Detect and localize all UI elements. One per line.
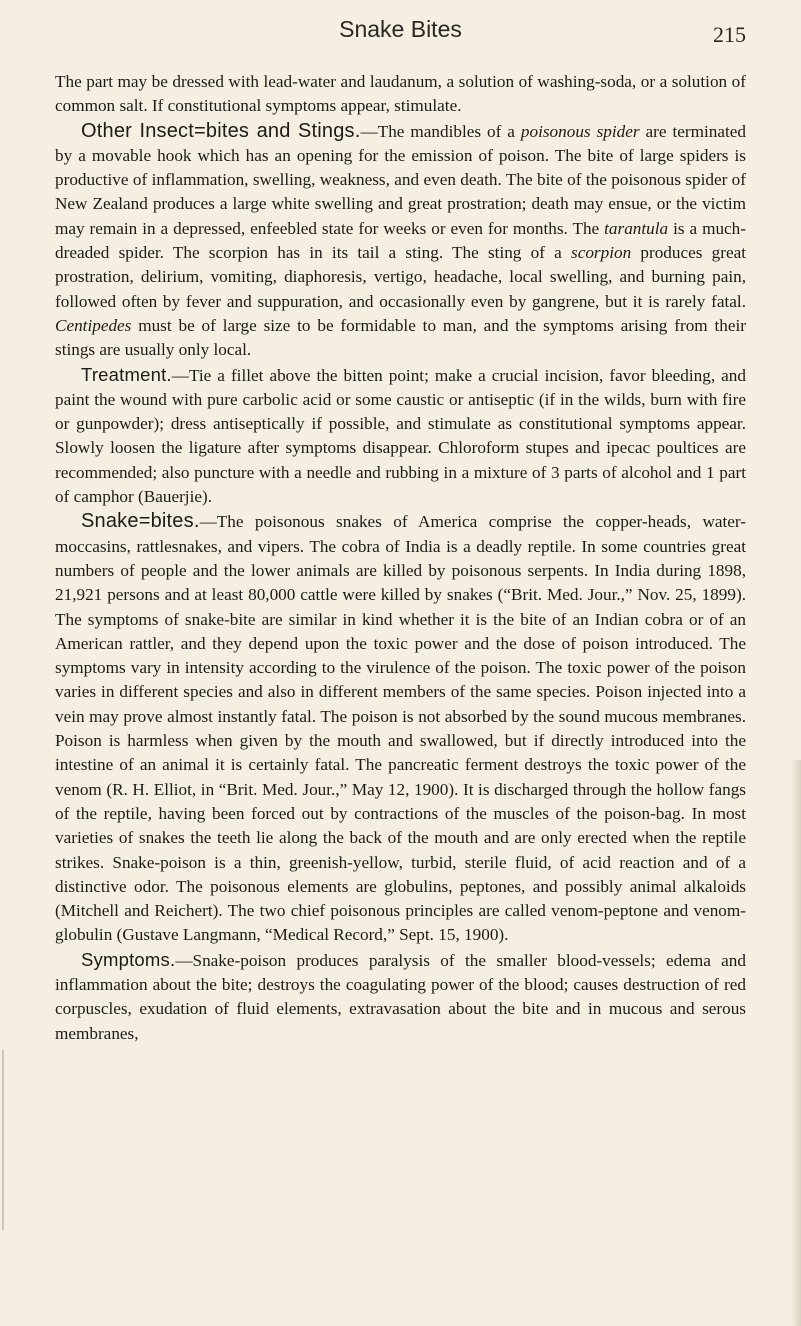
section-heading: Snake=bites.: [81, 510, 200, 533]
section-heading: Other Insect=bites and Stings.: [81, 119, 361, 142]
italic-term: Centipedes: [55, 315, 132, 335]
running-header: [0, 14, 801, 47]
body-text: [55, 70, 746, 1046]
text-run: are terminated by a movable hook which has an opening for the emission of poison. The bite of large spiders is productive of inflammation, swelling, weakness, and even death. The bite of the poisonous spider of New Zealand produces a large white swelling and great prostration; death may ensue, or the victim may remain in a depressed, enfeebled state for weeks or even for months. The: [55, 121, 746, 238]
text-run: —The poisonous snakes of America comprise the copper-heads, water-moccasins, rattlesnakes, and vipers. The cobra of India is a deadly reptile. In some countries great numbers of people and the lower animals are killed by poisonous serpents. In India during 1898, 21,921 persons and at least 80,000 cattle were killed by snakes (“Brit. Med. Jour.,” Nov. 25, 1899). The symptoms of snake-bite are similar in kind whether it is the bite of an Indian cobra or of an American rattler, and they depend upon the toxic power and the dose of poison introduced. The symptoms vary in intensity according to the virulence of the poison. The toxic power of the poison varies in different species and also in different members of the same species. Poison injected into a vein may prove almost instantly fatal. The poison is not absorbed by the sound mucous membranes. Poison is harmless when given by the mouth and swallowed, but if directly introduced into the intestine of an animal it is certainly fatal. The pancreatic ferment destroys the toxic power of the venom (R. H. Elliot, in “Brit. Med. Jour.,” May 12, 1900). It is discharged through the hollow fangs of the reptile, having been forced out by contractions of the muscles of the poison-bag. In most varieties of snakes the teeth lie along the back of the mouth and are only erected when the reptile strikes. Snake-poison is a thin, greenish-yellow, turbid, sterile fluid, of acid reaction and of a distinctive odor. The poisonous elements are globulins, peptones, and possibly animal alkaloids (Mitchell and Reichert). The two chief poisonous principles are called venom-peptone and venom-globulin (Gustave Langmann, “Medical Record,” Sept. 15, 1900).: [55, 512, 746, 945]
margin-mark: [2, 1050, 4, 1230]
text-run: is a much-dreaded spider. The scorpion has in its tail a sting. The sting of a: [55, 218, 746, 263]
italic-term: scorpion: [571, 243, 632, 263]
text-run: —Snake-poison produces paralysis of the smaller blood-vessels; edema and inflammation about the bite; destroys the coagulating power of the blood; causes destruction of red corpuscles, exudation of fluid elements, extravasation about the bite and in mucous and serous membranes,: [55, 950, 746, 1043]
section-heading: Treatment.: [81, 363, 172, 385]
text-run: The part may be dressed with lead-water and laudanum, a solution of washing-soda, or a solution of common salt. If constitutional symptoms appear, stimulate.: [55, 72, 746, 116]
text-run: —The mandibles of a: [360, 121, 521, 141]
italic-term: tarantula: [604, 218, 669, 238]
text-run: must be of large size to be formidable to man, and the symptoms arising from their stings are usually only local.: [55, 315, 746, 360]
section-heading: Symptoms.: [81, 948, 176, 970]
text-run: produces great prostration, delirium, vomiting, diaphoresis, vertigo, headache, local swelling, and burning pain, followed often by fever and suppuration, and occasionally even by gangrene, but it is rarely fatal.: [55, 243, 747, 311]
page-edge-shadow: [791, 760, 801, 1326]
text-run: —Tie a fillet above the bitten point; make a crucial incision, favor bleeding, and paint the wound with pure carbolic acid or some caustic or antiseptic (if in the wilds, burn with fire or gunpowder); dress antiseptically if possible, and stimulate as constitutional symptoms appear. Slowly loosen the ligature after symptoms disappear. Chloroform stupes and ipecac poultices are recommended; also puncture with a needle and rubbing in a mixture of 3 parts of alcohol and 1 part of camphor (Bauerjie).: [55, 365, 746, 507]
paragraph-dressing: [55, 70, 746, 119]
paragraph-treatment: [55, 363, 746, 510]
running-title: Snake Bites: [339, 16, 462, 42]
paragraph-symptoms: [55, 948, 746, 1046]
paragraph-insect-bites: [55, 119, 746, 363]
page-number: 215: [713, 22, 746, 47]
italic-term: poisonous spider: [520, 121, 640, 141]
paragraph-snake-bites: [55, 509, 746, 947]
